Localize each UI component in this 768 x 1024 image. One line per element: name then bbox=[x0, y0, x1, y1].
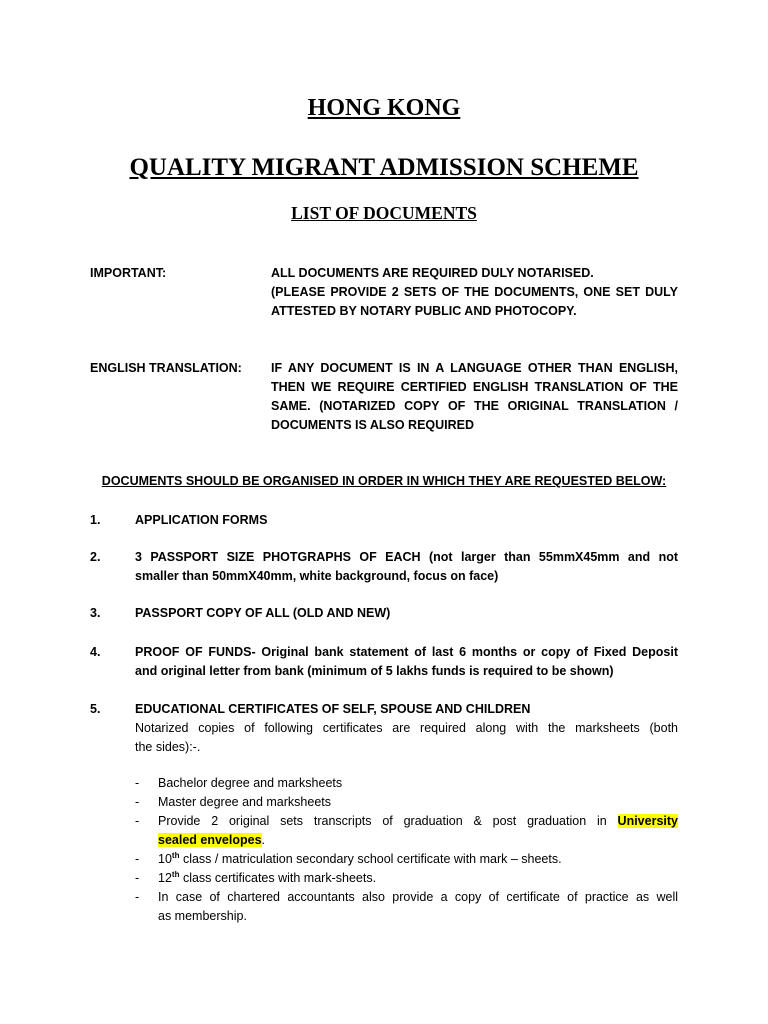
list-item-application-forms bbox=[135, 511, 678, 530]
note-label-english-translation: ENGLISH TRANSLATION: bbox=[90, 361, 242, 375]
title-country: HONG KONG bbox=[307, 95, 461, 121]
note-label-important: IMPORTANT: bbox=[90, 266, 167, 280]
dash-marker: - bbox=[135, 776, 140, 790]
dash-marker: - bbox=[135, 795, 140, 809]
certificate-bullet-list bbox=[135, 774, 678, 926]
dash-marker: - bbox=[135, 890, 140, 904]
bullet-text-part: . bbox=[261, 833, 266, 847]
note-line: ATTESTED BY NOTARY PUBLIC AND PHOTOCOPY. bbox=[271, 304, 577, 318]
item-number: 4. bbox=[90, 645, 101, 659]
note-value-important bbox=[271, 264, 678, 321]
item-number: 5. bbox=[90, 702, 101, 716]
item-line: EDUCATIONAL CERTIFICATES OF SELF, SPOUSE AND CHILDREN bbox=[135, 702, 531, 716]
list-item bbox=[135, 812, 678, 850]
list-item-photographs bbox=[135, 548, 678, 586]
bullet-text-part: class / matriculation secondary school certificate with mark – sheets. bbox=[179, 852, 562, 866]
bullet-text-part: class certificates with mark-sheets. bbox=[179, 871, 377, 885]
note-value-english-translation bbox=[271, 359, 678, 435]
list-item-educational-certificates bbox=[135, 700, 678, 757]
item-line: smaller than 50mmX40mm, white background, focus on face) bbox=[135, 569, 499, 583]
bullet-text-part: Provide 2 original sets transcripts of graduation & post graduation in bbox=[158, 814, 607, 828]
item-number: 1. bbox=[90, 513, 101, 527]
highlighted-text: University bbox=[617, 814, 678, 828]
list-item bbox=[135, 888, 678, 926]
item-description-line: Notarized copies of following certificates are required along with the marksheets (both bbox=[135, 721, 678, 735]
item-line: PROOF OF FUNDS- Original bank statement of last 6 months or copy of Fixed Deposit bbox=[135, 645, 678, 659]
bullet-text: as membership. bbox=[158, 909, 247, 923]
title-list-of-documents: LIST OF DOCUMENTS bbox=[291, 203, 477, 223]
note-line: (PLEASE PROVIDE 2 SETS OF THE DOCUMENTS, ONE SET DULY bbox=[271, 285, 678, 299]
bullet-text: Bachelor degree and marksheets bbox=[158, 776, 343, 790]
bullet-text: In case of chartered accountants also provide a copy of certificate of practice as well bbox=[158, 890, 678, 904]
list-item bbox=[135, 869, 678, 888]
list-item-proof-of-funds bbox=[135, 643, 678, 681]
item-line: 3 PASSPORT SIZE PHOTGRAPHS OF EACH (not larger than 55mmX45mm and not bbox=[135, 550, 678, 564]
order-heading: DOCUMENTS SHOULD BE ORGANISED IN ORDER IN WHICH THEY ARE REQUESTED BELOW: bbox=[101, 474, 667, 488]
item-line: and original letter from bank (minimum of 5 lakhs funds is required to be shown) bbox=[135, 664, 614, 678]
bullet-text bbox=[158, 812, 678, 831]
list-item bbox=[135, 774, 678, 793]
bullet-text bbox=[158, 831, 678, 850]
dash-marker: - bbox=[135, 814, 140, 828]
highlighted-text: sealed envelopes bbox=[158, 833, 262, 847]
list-item-passport-copy bbox=[135, 604, 678, 623]
dash-marker: - bbox=[135, 852, 140, 866]
item-number: 3. bbox=[90, 606, 101, 620]
note-line: THEN WE REQUIRE CERTIFIED ENGLISH TRANSLATION OF THE bbox=[271, 380, 678, 394]
note-line: IF ANY DOCUMENT IS IN A LANGUAGE OTHER THAN ENGLISH, bbox=[271, 361, 678, 375]
ordinal-suffix: th bbox=[171, 850, 180, 860]
title-scheme: QUALITY MIGRANT ADMISSION SCHEME bbox=[129, 154, 639, 181]
item-number: 2. bbox=[90, 550, 101, 564]
bullet-text: Master degree and marksheets bbox=[158, 795, 332, 809]
list-item bbox=[135, 793, 678, 812]
ordinal-suffix: th bbox=[171, 869, 180, 879]
bullet-text-part: 12 bbox=[158, 871, 172, 885]
item-line: PASSPORT COPY OF ALL (OLD AND NEW) bbox=[135, 606, 391, 620]
note-line: DOCUMENTS IS ALSO REQUIRED bbox=[271, 418, 475, 432]
note-line: SAME. (NOTARIZED COPY OF THE ORIGINAL TRANSLATION / bbox=[271, 399, 678, 413]
bullet-text bbox=[158, 869, 678, 888]
dash-marker: - bbox=[135, 871, 140, 885]
item-description-line: the sides):-. bbox=[135, 740, 201, 754]
note-line: ALL DOCUMENTS ARE REQUIRED DULY NOTARISED. bbox=[271, 266, 594, 280]
item-line: APPLICATION FORMS bbox=[135, 513, 268, 527]
bullet-text bbox=[158, 850, 678, 869]
bullet-text-part: 10 bbox=[158, 852, 172, 866]
list-item bbox=[135, 850, 678, 869]
